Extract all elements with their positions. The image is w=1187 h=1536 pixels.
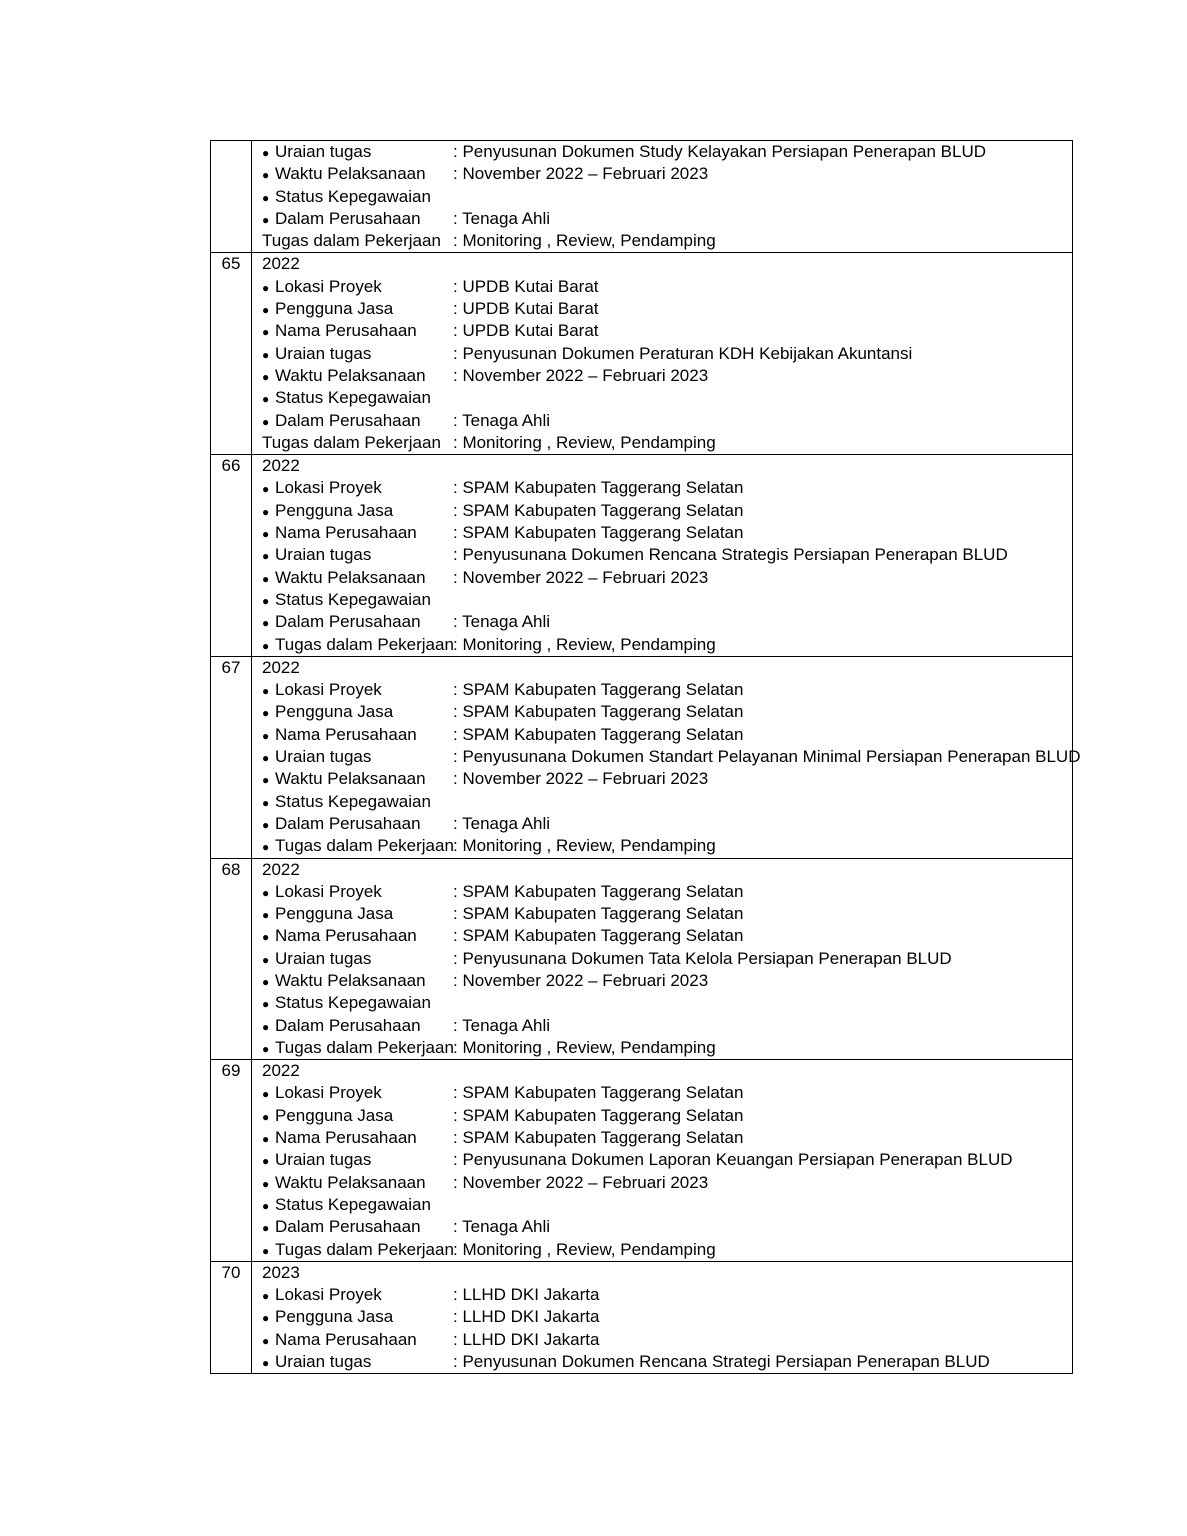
detail-value: : Monitoring , Review, Pendamping [453,1239,716,1259]
detail-value: : Tenaga Ahli [453,1015,551,1035]
detail-line [262,544,1072,566]
detail-label-text: Lokasi Proyek [275,680,382,700]
bullet-icon: ● [262,930,270,945]
row-number: 69 [211,1060,252,1262]
detail-label-text: Pengguna Jasa [275,500,394,520]
detail-line [262,1351,1072,1373]
detail-line [262,925,1072,947]
bullet-icon: ● [262,706,270,721]
bullet-icon: ● [262,616,270,631]
detail-value: : UPDB Kutai Barat [453,321,599,341]
detail-label [262,1082,453,1104]
detail-label [262,276,453,298]
detail-label [262,298,453,320]
detail-value: : Tenaga Ahli [453,612,551,632]
detail-line [262,992,1072,1014]
detail-value: : Monitoring , Review, Pendamping [453,836,716,856]
detail-label [262,1149,453,1171]
row-number [211,141,252,253]
bullet-icon: ● [262,303,270,318]
detail-value: : November 2022 – Februari 2023 [453,365,709,385]
row-details [252,253,1073,455]
detail-label-text: Nama Perusahaan [275,321,417,341]
row-year: 2022 [262,456,300,476]
row-details [252,1261,1073,1373]
detail-label [262,813,453,835]
detail-value: : UPDB Kutai Barat [453,299,599,319]
bullet-icon: ● [262,1243,270,1258]
detail-label [262,634,453,656]
detail-label-text: Status Kepegawaian [275,589,431,609]
bullet-icon: ● [262,952,270,967]
detail-label [262,835,453,857]
detail-value: : November 2022 – Februari 2023 [453,164,709,184]
detail-line [262,1194,1072,1216]
detail-label-text: Waktu Pelaksanaan [275,164,426,184]
detail-label-text: Lokasi Proyek [275,478,382,498]
detail-line [262,1037,1072,1059]
detail-line [262,835,1072,857]
bullet-icon: ● [262,280,270,295]
detail-label [262,500,453,522]
bullet-icon: ● [262,684,270,699]
detail-label [262,970,453,992]
detail-label [262,1194,453,1216]
detail-label [262,589,453,611]
bullet-icon: ● [262,773,270,788]
detail-label [262,1105,453,1127]
detail-label-text: Pengguna Jasa [275,1307,394,1327]
detail-line [262,881,1072,903]
detail-label-text: Dalam Perusahaan [275,813,421,833]
detail-value: : Penyusunan Dokumen Study Kelayakan Persiapan Penerapan BLUD [453,142,987,161]
row-year: 2022 [262,1061,300,1081]
detail-line [262,970,1072,992]
bullet-icon: ● [262,392,270,407]
detail-value: : Tenaga Ahli [453,410,551,430]
detail-label [262,1329,453,1351]
detail-label-text: Pengguna Jasa [275,904,394,924]
detail-line [262,1127,1072,1149]
bullet-icon: ● [262,369,270,384]
detail-line [262,230,1072,252]
detail-label-text: Uraian tugas [275,747,372,767]
bullet-icon: ● [262,593,270,608]
detail-label-text: Status Kepegawaian [275,1194,431,1214]
detail-line [262,186,1072,208]
detail-value: : November 2022 – Februari 2023 [453,970,709,990]
detail-line [262,1239,1072,1261]
detail-value: : SPAM Kabupaten Taggerang Selatan [453,724,744,744]
bullet-icon: ● [262,751,270,766]
detail-label-text: Status Kepegawaian [275,388,431,408]
detail-label-text: Dalam Perusahaan [275,208,421,228]
detail-label [262,791,453,813]
detail-line [262,141,1072,163]
bullet-icon: ● [262,1041,270,1056]
detail-label [262,186,453,208]
detail-line [262,903,1072,925]
detail-label-text: Uraian tugas [275,343,372,363]
detail-line [262,768,1072,790]
detail-label-text: Nama Perusahaan [275,926,417,946]
detail-value: : Monitoring , Review, Pendamping [453,231,716,251]
detail-value: : Monitoring , Review, Pendamping [453,634,716,654]
detail-line [262,1082,1072,1104]
detail-value: : SPAM Kabupaten Taggerang Selatan [453,1128,744,1148]
detail-label [262,768,453,790]
bullet-icon: ● [262,482,270,497]
detail-label-text: Waktu Pelaksanaan [275,1172,426,1192]
row-year: 2023 [262,1262,300,1282]
bullet-icon: ● [262,728,270,743]
detail-label [262,701,453,723]
bullet-icon: ● [262,1087,270,1102]
detail-value: : SPAM Kabupaten Taggerang Selatan [453,478,744,498]
detail-value: : Penyusunana Dokumen Standart Pelayanan Minimal Persiapan Penerapan BLUD [453,747,1081,767]
detail-label [262,163,453,185]
bullet-icon: ● [262,549,270,564]
detail-label [262,567,453,589]
detail-value: : LLHD DKI Jakarta [453,1329,600,1349]
bullet-icon: ● [262,974,270,989]
detail-value: : Tenaga Ahli [453,208,551,228]
detail-label [262,1351,453,1373]
detail-label-text: Tugas dalam Pekerjaan [275,836,454,856]
detail-line [262,948,1072,970]
detail-value: : SPAM Kabupaten Taggerang Selatan [453,702,744,722]
row-details [252,858,1073,1060]
bullet-icon: ● [262,1132,270,1147]
detail-label [262,948,453,970]
detail-value: : Tenaga Ahli [453,1217,551,1237]
bullet-icon: ● [262,840,270,855]
detail-label-text: Pengguna Jasa [275,702,394,722]
detail-label [262,208,453,230]
detail-line [262,634,1072,656]
detail-label [262,1284,453,1306]
bullet-icon: ● [262,1019,270,1034]
detail-value: : LLHD DKI Jakarta [453,1307,600,1327]
bullet-icon: ● [262,1176,270,1191]
bullet-icon: ● [262,638,270,653]
bullet-icon: ● [262,1333,270,1348]
row-number: 65 [211,253,252,455]
experience-table-body [211,141,1081,1374]
detail-label-text: Uraian tugas [275,1352,372,1372]
detail-label [262,925,453,947]
detail-label [262,903,453,925]
bullet-icon: ● [262,527,270,542]
row-details [252,455,1073,657]
detail-label [262,1015,453,1037]
detail-label [262,343,453,365]
detail-label [262,320,453,342]
experience-table [210,140,1081,1374]
detail-label-text: Lokasi Proyek [275,881,382,901]
detail-value: : SPAM Kabupaten Taggerang Selatan [453,680,744,700]
detail-line [262,477,1072,499]
detail-value: : SPAM Kabupaten Taggerang Selatan [453,1105,744,1125]
detail-label-text: Tugas dalam Pekerjaan [275,1037,454,1057]
row-number: 68 [211,858,252,1060]
detail-value: : SPAM Kabupaten Taggerang Selatan [453,904,744,924]
detail-line [262,724,1072,746]
detail-label [262,1216,453,1238]
bullet-icon: ● [262,347,270,362]
detail-label-text: Lokasi Proyek [275,1083,382,1103]
detail-line [262,387,1072,409]
detail-value: : Tenaga Ahli [453,813,551,833]
row-number: 70 [211,1261,252,1373]
row-number: 67 [211,656,252,858]
detail-label-text: Dalam Perusahaan [275,612,421,632]
detail-label [262,230,453,252]
detail-label-text: Dalam Perusahaan [275,1015,421,1035]
bullet-icon: ● [262,325,270,340]
detail-label-text: Status Kepegawaian [275,186,431,206]
detail-line [262,679,1072,701]
detail-line [262,1306,1072,1328]
bullet-icon: ● [262,908,270,923]
detail-label [262,746,453,768]
detail-label [262,365,453,387]
detail-label [262,410,453,432]
detail-value: : SPAM Kabupaten Taggerang Selatan [453,926,744,946]
detail-label-text: Tugas dalam Pekerjaan [262,231,441,251]
detail-value: : SPAM Kabupaten Taggerang Selatan [453,1083,744,1103]
detail-value: : Penyusunana Dokumen Rencana Strategis Persiapan Penerapan BLUD [453,545,1008,565]
detail-label-text: Tugas dalam Pekerjaan [262,432,441,452]
detail-label-text: Lokasi Proyek [275,1285,382,1305]
detail-line [262,298,1072,320]
detail-value: : LLHD DKI Jakarta [453,1285,600,1305]
bullet-icon: ● [262,997,270,1012]
detail-value: : November 2022 – Februari 2023 [453,1172,709,1192]
bullet-icon: ● [262,1154,270,1169]
detail-label [262,522,453,544]
detail-label-text: Nama Perusahaan [275,1128,417,1148]
detail-line [262,320,1072,342]
bullet-icon: ● [262,1109,270,1124]
detail-label-text: Tugas dalam Pekerjaan [275,1239,454,1259]
detail-label [262,432,453,454]
detail-label-text: Waktu Pelaksanaan [275,567,426,587]
detail-line [262,365,1072,387]
detail-value: : SPAM Kabupaten Taggerang Selatan [453,881,744,901]
detail-label [262,881,453,903]
bullet-icon: ● [262,1289,270,1304]
detail-label-text: Dalam Perusahaan [275,410,421,430]
bullet-icon: ● [262,190,270,205]
detail-label [262,387,453,409]
detail-line [262,1329,1072,1351]
detail-label [262,1037,453,1059]
detail-label [262,544,453,566]
detail-line [262,500,1072,522]
row-year: 2022 [262,254,300,274]
detail-line [262,813,1072,835]
detail-line [262,567,1072,589]
detail-line [262,410,1072,432]
bullet-icon: ● [262,795,270,810]
detail-value: : SPAM Kabupaten Taggerang Selatan [453,523,744,543]
detail-line [262,746,1081,768]
detail-label-text: Waktu Pelaksanaan [275,769,426,789]
detail-value: : Penyusunana Dokumen Laporan Keuangan Persiapan Penerapan BLUD [453,1150,1013,1170]
detail-value: : Penyusunan Dokumen Peraturan KDH Kebijakan Akuntansi [453,343,913,363]
row-year: 2022 [262,859,300,879]
bullet-icon: ● [262,414,270,429]
detail-line [262,1105,1072,1127]
detail-label-text: Lokasi Proyek [275,276,382,296]
detail-line [262,791,1072,813]
detail-line [262,208,1072,230]
row-details [252,656,1081,858]
bullet-icon: ● [262,817,270,832]
table-row [211,656,1073,858]
bullet-icon: ● [262,168,270,183]
detail-label-text: Nama Perusahaan [275,724,417,744]
detail-label-text: Waktu Pelaksanaan [275,365,426,385]
row-number: 66 [211,455,252,657]
row-details [252,141,1073,253]
detail-line [262,432,1072,454]
table-row [211,1060,1073,1262]
detail-label-text: Uraian tugas [275,1150,372,1170]
detail-label [262,1306,453,1328]
detail-label [262,1239,453,1261]
detail-label-text: Nama Perusahaan [275,523,417,543]
bullet-icon: ● [262,212,270,227]
detail-label [262,1127,453,1149]
detail-line [262,276,1072,298]
detail-value: : Penyusunana Dokumen Tata Kelola Persiapan Penerapan BLUD [453,948,952,968]
detail-value: : November 2022 – Februari 2023 [453,567,709,587]
detail-label [262,1172,453,1194]
table-row [211,141,1073,253]
detail-label-text: Uraian tugas [275,545,372,565]
detail-line [262,343,1072,365]
detail-label-text: Status Kepegawaian [275,993,431,1013]
detail-label-text: Dalam Perusahaan [275,1217,421,1237]
detail-label [262,724,453,746]
detail-label-text: Uraian tugas [275,142,372,161]
detail-line [262,163,1072,185]
detail-line [262,1015,1072,1037]
bullet-icon: ● [262,504,270,519]
detail-label-text: Nama Perusahaan [275,1329,417,1349]
detail-value: : November 2022 – Februari 2023 [453,769,709,789]
row-details [252,1060,1073,1262]
detail-line [262,1284,1072,1306]
detail-value: : Monitoring , Review, Pendamping [453,432,716,452]
detail-value: : SPAM Kabupaten Taggerang Selatan [453,500,744,520]
bullet-icon: ● [262,1221,270,1236]
detail-label [262,477,453,499]
detail-line [262,589,1072,611]
detail-line [262,1172,1072,1194]
bullet-icon: ● [262,146,270,160]
table-row [211,253,1073,455]
table-row [211,455,1073,657]
detail-label-text: Waktu Pelaksanaan [275,970,426,990]
table-row [211,858,1073,1060]
detail-label-text: Pengguna Jasa [275,1105,394,1125]
table-row [211,1261,1073,1373]
detail-line [262,1149,1072,1171]
bullet-icon: ● [262,1311,270,1326]
detail-label-text: Pengguna Jasa [275,299,394,319]
detail-value: : Penyusunan Dokumen Rencana Strategi Persiapan Penerapan BLUD [453,1352,990,1372]
detail-line [262,522,1072,544]
detail-label [262,992,453,1014]
bullet-icon: ● [262,571,270,586]
detail-value: : Monitoring , Review, Pendamping [453,1037,716,1057]
detail-label-text: Uraian tugas [275,948,372,968]
detail-label [262,611,453,633]
detail-line [262,1216,1072,1238]
row-year: 2022 [262,657,300,677]
bullet-icon: ● [262,1198,270,1213]
detail-label [262,141,453,163]
bullet-icon: ● [262,1356,270,1371]
detail-line [262,611,1072,633]
detail-label [262,679,453,701]
detail-label-text: Tugas dalam Pekerjaan [275,634,454,654]
detail-line [262,701,1072,723]
detail-value: : UPDB Kutai Barat [453,276,599,296]
detail-label-text: Status Kepegawaian [275,791,431,811]
bullet-icon: ● [262,885,270,900]
